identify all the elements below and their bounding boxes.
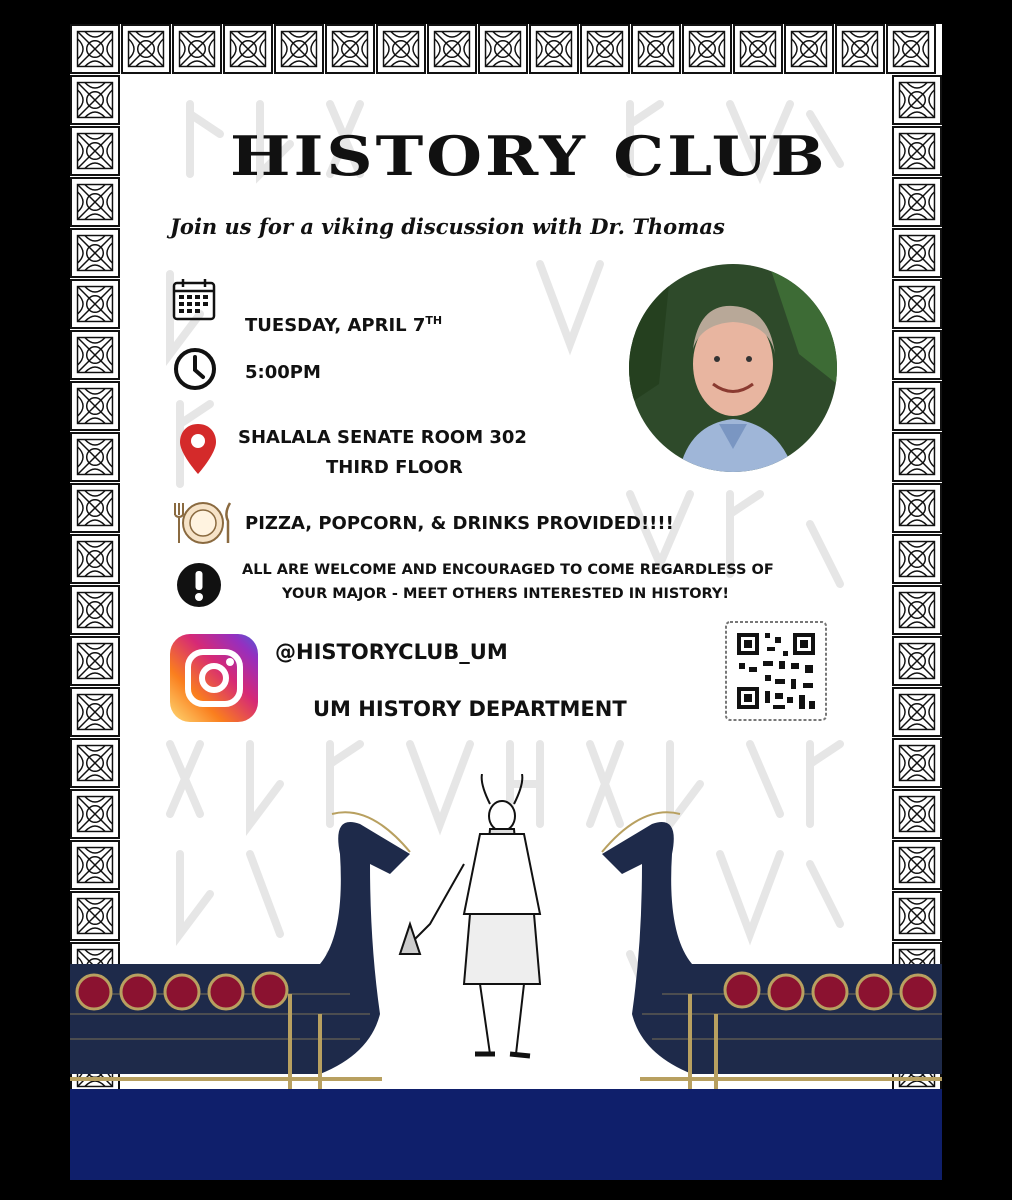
knot-tile xyxy=(892,126,942,176)
knot-tile xyxy=(70,432,120,482)
location-line-2: THIRD FLOOR xyxy=(326,457,463,478)
knot-tile xyxy=(121,24,171,74)
knot-tile xyxy=(70,483,120,533)
department-name: UM HISTORY DEPARTMENT xyxy=(313,697,627,721)
knot-tile xyxy=(529,24,579,74)
knot-tile xyxy=(172,24,222,74)
knot-tile xyxy=(892,75,942,125)
knot-tile xyxy=(892,330,942,380)
knot-tile xyxy=(682,24,732,74)
plate-cutlery-icon xyxy=(170,499,236,547)
instagram-icon xyxy=(170,634,258,722)
knot-tile xyxy=(325,24,375,74)
knot-tile xyxy=(784,24,834,74)
knot-tile xyxy=(892,228,942,278)
welcome-line-2: YOUR MAJOR - MEET OTHERS INTERESTED IN HISTORY! xyxy=(282,586,730,602)
knot-tile xyxy=(892,534,942,584)
knot-tile xyxy=(892,177,942,227)
knot-tile xyxy=(427,24,477,74)
knot-tile xyxy=(70,585,120,635)
event-date-suffix: TH xyxy=(425,314,443,327)
knot-tile xyxy=(70,534,120,584)
knot-tile xyxy=(892,432,942,482)
knot-tile xyxy=(274,24,324,74)
knot-tile xyxy=(70,228,120,278)
location-pin-icon xyxy=(178,422,218,476)
knot-tile xyxy=(886,24,936,74)
exclamation-icon xyxy=(176,562,222,608)
instagram-handle: @HISTORYCLUB_UM xyxy=(275,640,508,664)
knot-tile xyxy=(835,24,885,74)
sea-band xyxy=(70,1089,942,1180)
knot-tile xyxy=(70,687,120,737)
knot-tile xyxy=(478,24,528,74)
event-date-main: TUESDAY, APRIL 7 xyxy=(245,315,426,336)
knot-tile xyxy=(70,126,120,176)
knot-tile xyxy=(631,24,681,74)
page-title: HISTORY CLUB xyxy=(230,124,828,189)
knot-tile xyxy=(70,636,120,686)
knot-tile xyxy=(892,483,942,533)
knot-tile xyxy=(892,381,942,431)
knot-tile xyxy=(376,24,426,74)
knot-tile xyxy=(70,381,120,431)
qr-code[interactable] xyxy=(725,621,827,721)
location-line-1: SHALALA SENATE ROOM 302 xyxy=(238,427,527,448)
knot-tile xyxy=(70,177,120,227)
event-time: 5:00PM xyxy=(245,362,321,383)
event-poster xyxy=(70,24,942,1180)
knot-tile xyxy=(892,687,942,737)
knot-tile xyxy=(70,75,120,125)
knot-tile xyxy=(223,24,273,74)
knot-tile xyxy=(892,585,942,635)
knot-tile xyxy=(892,279,942,329)
welcome-line-1: ALL ARE WELCOME AND ENCOURAGED TO COME REGARDLESS OF xyxy=(242,562,774,578)
food-info: PIZZA, POPCORN, & DRINKS PROVIDED!!!! xyxy=(245,513,674,534)
knot-tile xyxy=(70,24,120,74)
clock-icon xyxy=(172,346,218,392)
calendar-icon xyxy=(170,277,218,323)
knot-tile xyxy=(70,330,120,380)
knot-tile xyxy=(70,279,120,329)
event-date xyxy=(245,314,442,336)
knot-tile xyxy=(892,636,942,686)
speaker-photo xyxy=(629,264,837,472)
knot-tile xyxy=(580,24,630,74)
knot-tile xyxy=(733,24,783,74)
subtitle: Join us for a viking discussion with Dr. Thomas xyxy=(170,214,725,239)
